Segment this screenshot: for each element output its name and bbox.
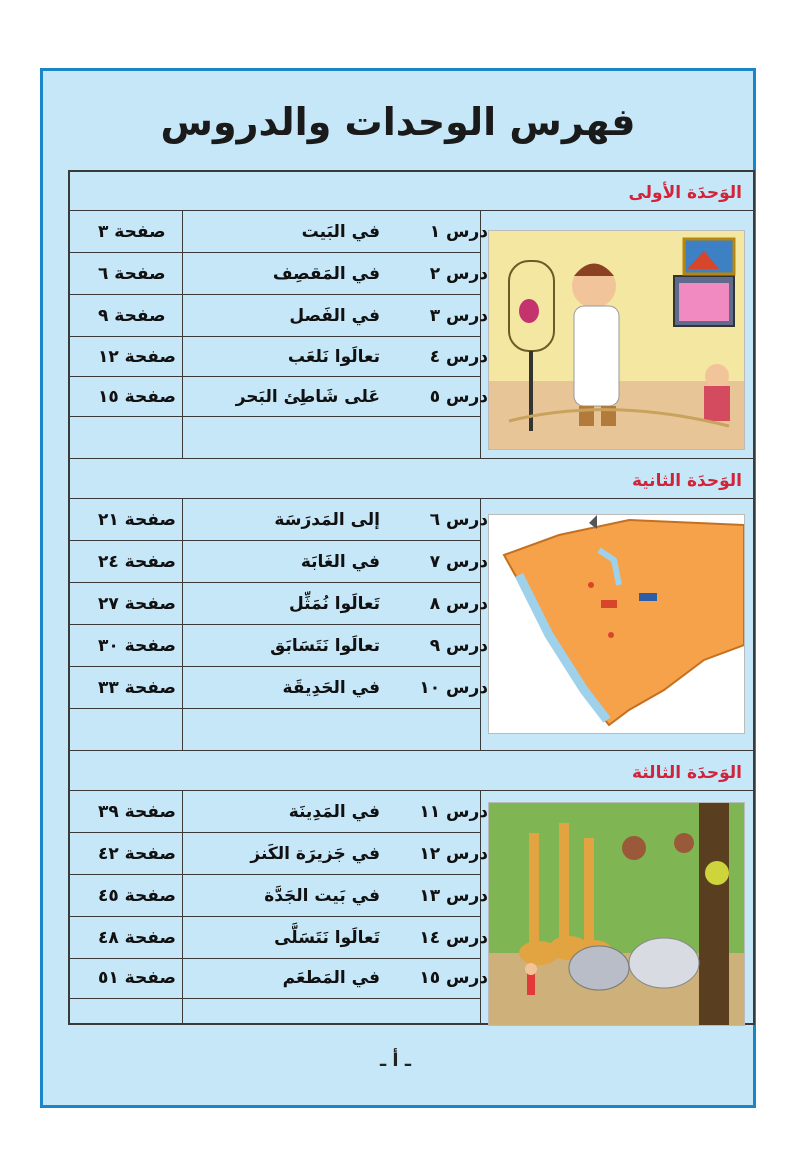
row-line	[68, 750, 755, 751]
lesson-number: درس ١٠	[419, 678, 488, 698]
col-line	[480, 790, 481, 1023]
row-line	[68, 376, 480, 377]
lesson-number: درس ١١	[419, 802, 488, 822]
lesson-title[interactable]: تعالَوا نَتَسَابَق	[270, 636, 380, 656]
lesson-number: درس ١٢	[419, 844, 488, 864]
row-line	[68, 458, 755, 459]
col-line	[480, 210, 481, 458]
lesson-title[interactable]: في المَطعَم	[282, 968, 380, 988]
lesson-page: صفحة ٢٤	[98, 552, 176, 572]
row-line	[68, 916, 480, 917]
lesson-page: صفحة ٩	[98, 306, 166, 326]
lesson-page: صفحة ٣	[98, 222, 166, 242]
lesson-title[interactable]: تَعالَوا نُمَثِّل	[288, 594, 380, 614]
lesson-page: صفحة ٥١	[98, 968, 176, 988]
lesson-number: درس ١	[429, 222, 488, 242]
lesson-number: درس ٢	[429, 264, 488, 284]
lesson-title[interactable]: تَعالَوا نَتَسَلَّى	[274, 928, 380, 948]
table-border-left	[68, 170, 70, 1025]
row-line	[68, 416, 480, 417]
lesson-page: صفحة ٣٠	[98, 636, 176, 656]
row-line	[68, 624, 480, 625]
lesson-number: درس ١٤	[419, 928, 488, 948]
lesson-page: صفحة ١٢	[98, 347, 176, 367]
row-line	[68, 582, 480, 583]
lesson-number: درس ٧	[429, 552, 488, 572]
page-title: فهرس الوحدات والدروس	[160, 100, 636, 144]
lesson-title[interactable]: في البَيت	[301, 222, 380, 242]
col-line	[182, 790, 183, 1023]
zoo-illustration	[488, 802, 745, 1026]
col-line	[182, 210, 183, 458]
lesson-number: درس ٩	[429, 636, 488, 656]
lesson-number: درس ٣	[429, 306, 488, 326]
lesson-number: درس ٤	[429, 347, 488, 367]
house-illustration	[488, 230, 745, 450]
unit-title-1: الوَحدَة الأولى	[628, 183, 742, 203]
row-line	[68, 336, 480, 337]
lesson-page: صفحة ٤٥	[98, 886, 176, 906]
lesson-page: صفحة ٢٧	[98, 594, 176, 614]
lesson-title[interactable]: تعالَوا نَلعَب	[287, 347, 380, 367]
row-line	[68, 708, 480, 709]
row-line	[68, 874, 480, 875]
row-line	[68, 294, 480, 295]
col-line	[480, 498, 481, 750]
row-line	[68, 252, 480, 253]
row-line	[68, 832, 480, 833]
lesson-title[interactable]: في الفَصل	[289, 306, 380, 326]
lesson-title[interactable]: إلى المَدرَسَة	[274, 510, 380, 530]
unit-title-3: الوَحدَة الثالثة	[631, 763, 742, 783]
lesson-number: درس ٨	[429, 594, 488, 614]
table-border-top	[68, 170, 755, 172]
lesson-title[interactable]: في المَقصِف	[272, 264, 380, 284]
lesson-number: درس ٥	[429, 387, 488, 407]
lesson-page: صفحة ٢١	[98, 510, 176, 530]
lesson-title[interactable]: في الحَدِيقَة	[282, 678, 380, 698]
lesson-number: درس ١٥	[419, 968, 488, 988]
lesson-title[interactable]: في الغَابَة	[300, 552, 380, 572]
unit-title-2: الوَحدَة الثانية	[631, 471, 742, 491]
lesson-number: درس ١٣	[419, 886, 488, 906]
lesson-page: صفحة ٤٢	[98, 844, 176, 864]
table-border-right	[753, 170, 755, 1025]
row-line	[68, 666, 480, 667]
lesson-page: صفحة ١٥	[98, 387, 176, 407]
page-number: ـ أ ـ	[380, 1050, 412, 1071]
lesson-title[interactable]: عَلى شَاطِئ البَحر	[235, 387, 380, 407]
row-line	[68, 210, 755, 211]
row-line	[68, 498, 755, 499]
lesson-title[interactable]: في جَزيرَة الكَنز	[250, 844, 380, 864]
lesson-page: صفحة ٣٣	[98, 678, 176, 698]
map-illustration	[488, 514, 745, 734]
lesson-title[interactable]: في بَيت الجَدَّة	[264, 886, 380, 906]
lesson-title[interactable]: في المَدِينَة	[288, 802, 380, 822]
lesson-number: درس ٦	[429, 510, 488, 530]
row-line	[68, 958, 480, 959]
lesson-page: صفحة ٣٩	[98, 802, 176, 822]
row-line	[68, 540, 480, 541]
row-line	[68, 790, 755, 791]
lesson-page: صفحة ٤٨	[98, 928, 176, 948]
row-line	[68, 998, 480, 999]
lesson-page: صفحة ٦	[98, 264, 166, 284]
